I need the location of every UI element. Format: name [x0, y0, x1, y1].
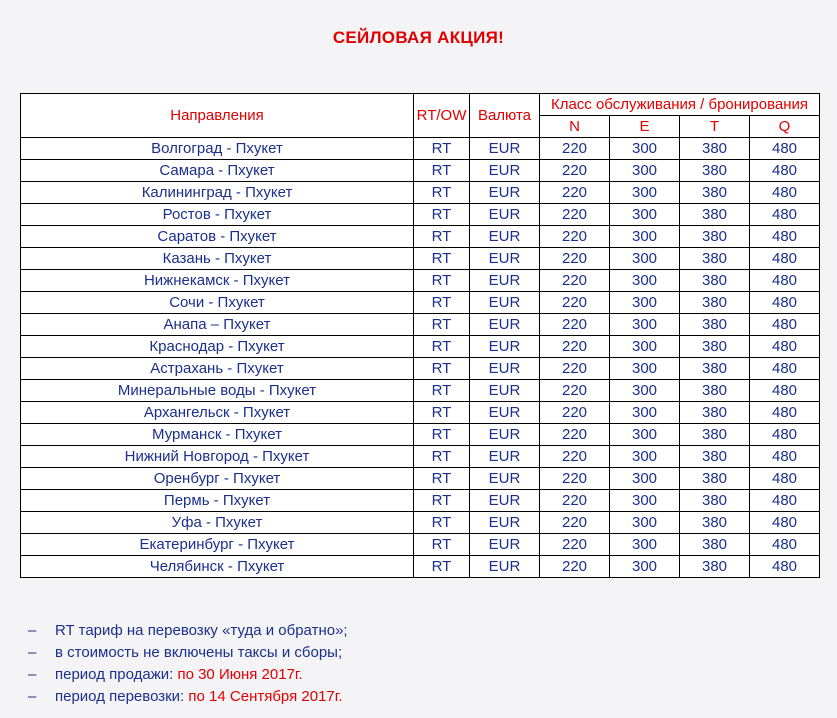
fare-q-cell: 480 [750, 270, 820, 292]
note-sale-value: по 30 Июня 2017г. [177, 666, 303, 683]
fare-e-cell: 300 [610, 270, 680, 292]
fare-e-cell: 300 [610, 468, 680, 490]
fare-q-cell: 480 [750, 512, 820, 534]
fare-n-cell: 220 [540, 160, 610, 182]
note-dash: – [28, 666, 37, 683]
table-row [21, 336, 820, 358]
table-row [21, 358, 820, 380]
fare-e-cell: 300 [610, 380, 680, 402]
currency-cell: EUR [470, 336, 540, 358]
currency-cell: EUR [470, 292, 540, 314]
currency-cell: EUR [470, 402, 540, 424]
fare-q-cell: 480 [750, 446, 820, 468]
currency-cell: EUR [470, 380, 540, 402]
fare-q-cell: 480 [750, 556, 820, 578]
route-cell: Казань - Пхукет [21, 248, 414, 270]
currency-cell: EUR [470, 248, 540, 270]
rt-ow-cell: RT [414, 446, 470, 468]
table-body [21, 138, 820, 578]
header-class-t: T [680, 116, 750, 138]
fare-q-cell: 480 [750, 490, 820, 512]
currency-cell: EUR [470, 556, 540, 578]
fare-n-cell: 220 [540, 204, 610, 226]
route-cell: Астрахань - Пхукет [21, 358, 414, 380]
fare-e-cell: 300 [610, 314, 680, 336]
fare-e-cell: 300 [610, 424, 680, 446]
fare-t-cell: 380 [680, 182, 750, 204]
fare-n-cell: 220 [540, 512, 610, 534]
rt-ow-cell: RT [414, 490, 470, 512]
currency-cell: EUR [470, 468, 540, 490]
fare-e-cell: 300 [610, 138, 680, 160]
fare-t-cell: 380 [680, 336, 750, 358]
currency-cell: EUR [470, 314, 540, 336]
rt-ow-cell: RT [414, 358, 470, 380]
rt-ow-cell: RT [414, 270, 470, 292]
table-row [21, 534, 820, 556]
page-title: СЕЙЛОВАЯ АКЦИЯ! [332, 28, 505, 47]
fare-n-cell: 220 [540, 402, 610, 424]
route-cell: Оренбург - Пхукет [21, 468, 414, 490]
table-row [21, 512, 820, 534]
route-cell: Самара - Пхукет [21, 160, 414, 182]
table-header [21, 94, 820, 138]
fare-n-cell: 220 [540, 292, 610, 314]
fare-e-cell: 300 [610, 182, 680, 204]
rt-ow-cell: RT [414, 468, 470, 490]
currency-cell: EUR [470, 226, 540, 248]
fare-t-cell: 380 [680, 270, 750, 292]
fare-e-cell: 300 [610, 226, 680, 248]
fare-e-cell: 300 [610, 358, 680, 380]
table-row [21, 402, 820, 424]
table-row [21, 160, 820, 182]
rt-ow-cell: RT [414, 512, 470, 534]
header-rt-ow: RT/OW [414, 94, 470, 138]
rt-ow-cell: RT [414, 424, 470, 446]
route-cell: Нижнекамск - Пхукет [21, 270, 414, 292]
fare-q-cell: 480 [750, 534, 820, 556]
fare-q-cell: 480 [750, 160, 820, 182]
rt-ow-cell: RT [414, 380, 470, 402]
note-sale-period [28, 664, 348, 686]
route-cell: Нижний Новгород - Пхукет [21, 446, 414, 468]
fare-t-cell: 380 [680, 292, 750, 314]
fare-t-cell: 380 [680, 160, 750, 182]
fare-t-cell: 380 [680, 402, 750, 424]
note-taxes-text: в стоимость не включены таксы и сборы; [55, 644, 343, 661]
currency-cell: EUR [470, 204, 540, 226]
fare-q-cell: 480 [750, 292, 820, 314]
fare-e-cell: 300 [610, 512, 680, 534]
note-travel-value: по 14 Сентября 2017г. [188, 688, 343, 705]
fare-q-cell: 480 [750, 248, 820, 270]
notes-list [28, 620, 348, 708]
header-class-n: N [540, 116, 610, 138]
fare-t-cell: 380 [680, 534, 750, 556]
table-row [21, 424, 820, 446]
header-currency: Валюта [470, 94, 540, 138]
table-row [21, 292, 820, 314]
rt-ow-cell: RT [414, 248, 470, 270]
route-cell: Екатеринбург - Пхукет [21, 534, 414, 556]
rt-ow-cell: RT [414, 402, 470, 424]
note-taxes [28, 642, 348, 664]
fare-n-cell: 220 [540, 380, 610, 402]
route-cell: Анапа – Пхукет [21, 314, 414, 336]
table-row [21, 226, 820, 248]
fare-t-cell: 380 [680, 446, 750, 468]
fare-t-cell: 380 [680, 490, 750, 512]
fare-e-cell: 300 [610, 248, 680, 270]
currency-cell: EUR [470, 138, 540, 160]
rt-ow-cell: RT [414, 160, 470, 182]
header-class-q: Q [750, 116, 820, 138]
rt-ow-cell: RT [414, 138, 470, 160]
fare-e-cell: 300 [610, 160, 680, 182]
fare-n-cell: 220 [540, 358, 610, 380]
fare-n-cell: 220 [540, 336, 610, 358]
note-rt [28, 620, 348, 642]
route-cell: Саратов - Пхукет [21, 226, 414, 248]
fare-n-cell: 220 [540, 138, 610, 160]
table-row [21, 314, 820, 336]
table-row [21, 248, 820, 270]
fare-q-cell: 480 [750, 380, 820, 402]
currency-cell: EUR [470, 512, 540, 534]
fare-e-cell: 300 [610, 402, 680, 424]
currency-cell: EUR [470, 182, 540, 204]
table-row [21, 380, 820, 402]
fare-q-cell: 480 [750, 204, 820, 226]
fare-e-cell: 300 [610, 446, 680, 468]
currency-cell: EUR [470, 270, 540, 292]
rt-ow-cell: RT [414, 204, 470, 226]
fare-n-cell: 220 [540, 270, 610, 292]
note-dash: – [28, 622, 37, 639]
rt-ow-cell: RT [414, 314, 470, 336]
table-row [21, 138, 820, 160]
note-dash: – [28, 644, 37, 661]
fare-t-cell: 380 [680, 556, 750, 578]
route-cell: Минеральные воды - Пхукет [21, 380, 414, 402]
note-travel-label: период перевозки: [55, 688, 189, 705]
table-row [21, 490, 820, 512]
route-cell: Уфа - Пхукет [21, 512, 414, 534]
fare-n-cell: 220 [540, 446, 610, 468]
table-row [21, 468, 820, 490]
route-cell: Пермь - Пхукет [21, 490, 414, 512]
fare-e-cell: 300 [610, 336, 680, 358]
route-cell: Калининград - Пхукет [21, 182, 414, 204]
currency-cell: EUR [470, 490, 540, 512]
route-cell: Ростов - Пхукет [21, 204, 414, 226]
fare-q-cell: 480 [750, 226, 820, 248]
fare-q-cell: 480 [750, 138, 820, 160]
rt-ow-cell: RT [414, 226, 470, 248]
header-route: Направления [21, 94, 414, 138]
currency-cell: EUR [470, 160, 540, 182]
currency-cell: EUR [470, 358, 540, 380]
table-row [21, 270, 820, 292]
route-cell: Сочи - Пхукет [21, 292, 414, 314]
fare-n-cell: 220 [540, 424, 610, 446]
header-row [21, 94, 820, 116]
table-row [21, 204, 820, 226]
table-row [21, 556, 820, 578]
fare-q-cell: 480 [750, 468, 820, 490]
fare-t-cell: 380 [680, 204, 750, 226]
fare-t-cell: 380 [680, 248, 750, 270]
fare-q-cell: 480 [750, 358, 820, 380]
note-sale-label: период продажи: [55, 666, 178, 683]
note-dash: – [28, 688, 37, 705]
table-row [21, 446, 820, 468]
note-rt-text: RT тариф на перевозку «туда и обратно»; [55, 622, 348, 639]
fare-n-cell: 220 [540, 226, 610, 248]
currency-cell: EUR [470, 446, 540, 468]
fare-q-cell: 480 [750, 424, 820, 446]
fare-n-cell: 220 [540, 182, 610, 204]
currency-cell: EUR [470, 424, 540, 446]
fare-q-cell: 480 [750, 402, 820, 424]
fare-e-cell: 300 [610, 490, 680, 512]
route-cell: Архангельск - Пхукет [21, 402, 414, 424]
rt-ow-cell: RT [414, 556, 470, 578]
fare-t-cell: 380 [680, 138, 750, 160]
route-cell: Мурманск - Пхукет [21, 424, 414, 446]
fare-n-cell: 220 [540, 468, 610, 490]
fare-e-cell: 300 [610, 534, 680, 556]
fare-q-cell: 480 [750, 336, 820, 358]
fare-t-cell: 380 [680, 380, 750, 402]
fare-t-cell: 380 [680, 424, 750, 446]
header-class-e: E [610, 116, 680, 138]
rt-ow-cell: RT [414, 336, 470, 358]
fare-n-cell: 220 [540, 490, 610, 512]
route-cell: Краснодар - Пхукет [21, 336, 414, 358]
fare-e-cell: 300 [610, 556, 680, 578]
fare-n-cell: 220 [540, 314, 610, 336]
fare-t-cell: 380 [680, 226, 750, 248]
fare-t-cell: 380 [680, 512, 750, 534]
fares-table [20, 93, 820, 578]
fare-e-cell: 300 [610, 204, 680, 226]
route-cell: Челябинск - Пхукет [21, 556, 414, 578]
fare-n-cell: 220 [540, 556, 610, 578]
fare-e-cell: 300 [610, 292, 680, 314]
fare-q-cell: 480 [750, 182, 820, 204]
fare-t-cell: 380 [680, 358, 750, 380]
header-service-class: Класс обслуживания / бронирования [540, 94, 820, 116]
currency-cell: EUR [470, 534, 540, 556]
rt-ow-cell: RT [414, 292, 470, 314]
rt-ow-cell: RT [414, 182, 470, 204]
fare-t-cell: 380 [680, 314, 750, 336]
fare-q-cell: 480 [750, 314, 820, 336]
note-travel-period [28, 686, 348, 708]
fare-n-cell: 220 [540, 248, 610, 270]
fare-n-cell: 220 [540, 534, 610, 556]
rt-ow-cell: RT [414, 534, 470, 556]
route-cell: Волгоград - Пхукет [21, 138, 414, 160]
table-row [21, 182, 820, 204]
fare-t-cell: 380 [680, 468, 750, 490]
